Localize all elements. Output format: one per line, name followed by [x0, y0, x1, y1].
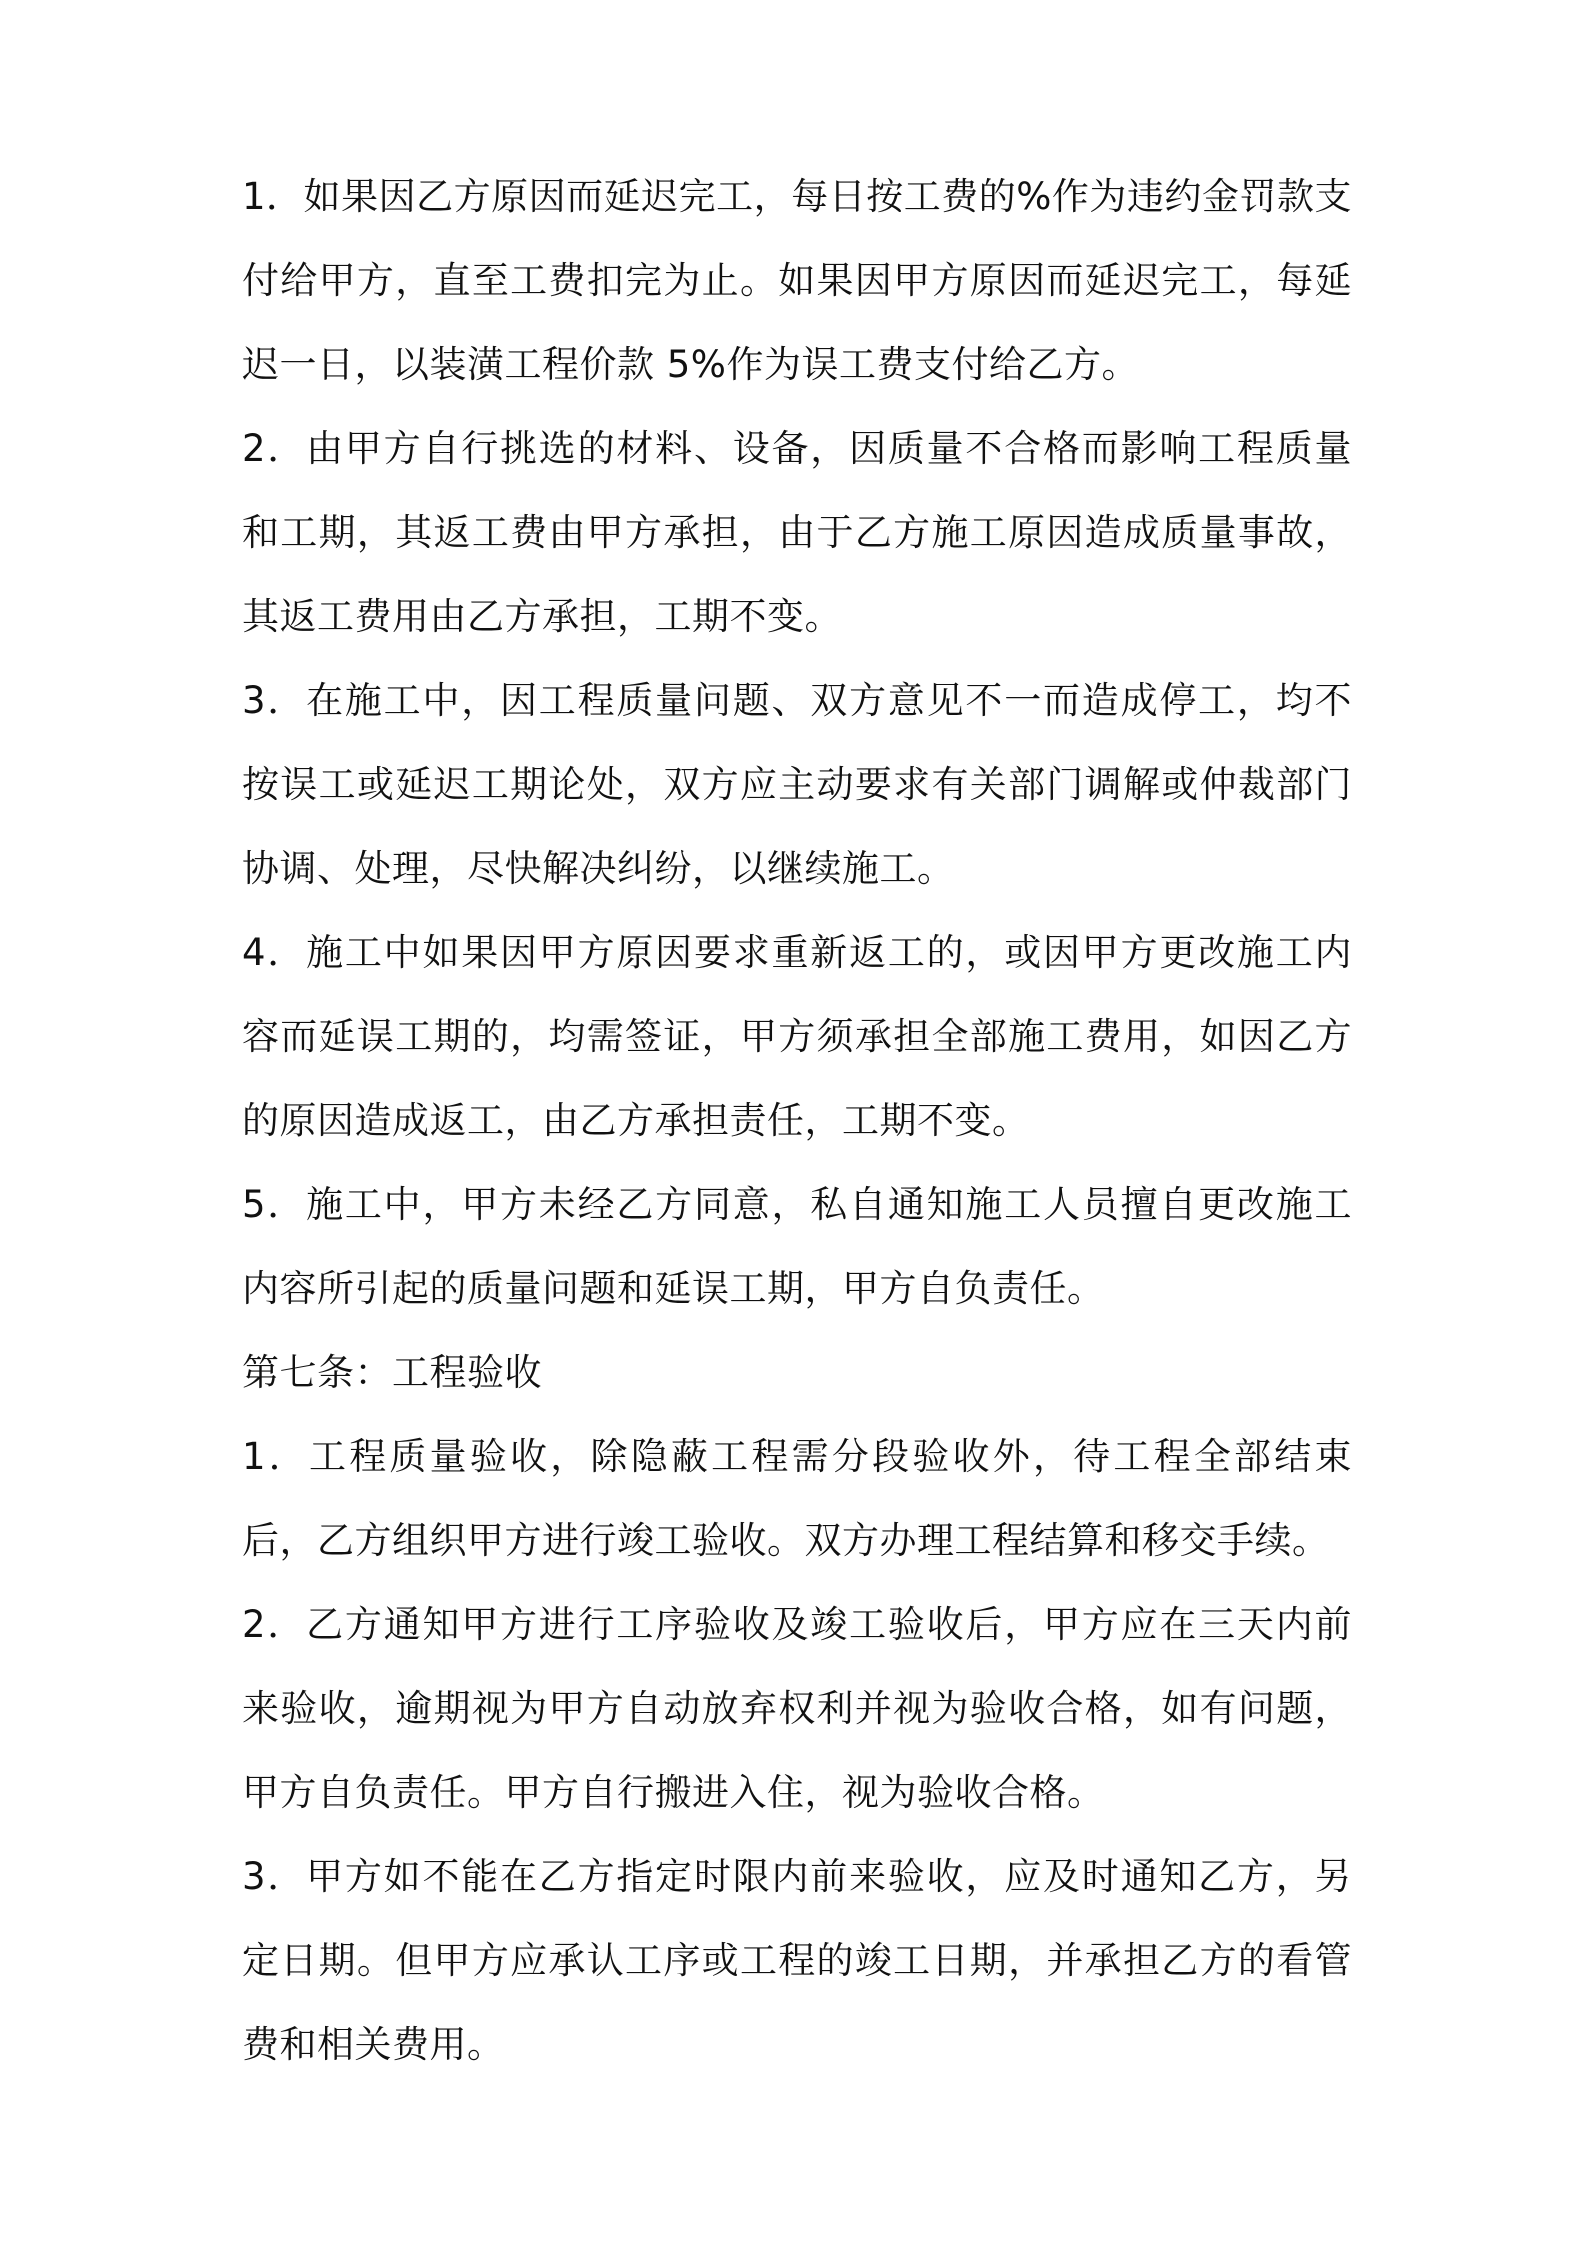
acceptance-paragraph: 2．乙方通知甲方进行工序验收及竣工验收后，甲方应在三天内前来验收，逾期视为甲方自动放弃权利并视为验收合格，如有问题，甲方自负责任。甲方自行搬进入住，视为验收合格。	[242, 1603, 1352, 1814]
acceptance-paragraph: 3．甲方如不能在乙方指定时限内前来验收，应及时通知乙方，另定日期。但甲方应承认工序或工程的竣工日期，并承担乙方的看管费和相关费用。	[242, 1855, 1352, 2066]
document-body	[242, 155, 1352, 2087]
clause-paragraph: 4．施工中如果因甲方原因要求重新返工的，或因甲方更改施工内容而延误工期的，均需签证，甲方须承担全部施工费用，如因乙方的原因造成返工，由乙方承担责任，工期不变。	[242, 931, 1352, 1142]
clause-paragraph: 1．如果因乙方原因而延迟完工，每日按工费的%作为违约金罚款支付给甲方，直至工费扣完为止。如果因甲方原因而延迟完工，每延迟一日，以装潢工程价款 5%作为误工费支付给乙方。	[242, 175, 1352, 386]
section-heading: 第七条：工程验收	[242, 1351, 542, 1394]
acceptance-paragraph: 1．工程质量验收，除隐蔽工程需分段验收外，待工程全部结束后，乙方组织甲方进行竣工验收。双方办理工程结算和移交手续。	[242, 1435, 1352, 1562]
clause-paragraph: 5．施工中，甲方未经乙方同意，私自通知施工人员擅自更改施工内容所引起的质量问题和延误工期，甲方自负责任。	[242, 1183, 1352, 1310]
clause-paragraph: 2．由甲方自行挑选的材料、设备，因质量不合格而影响工程质量和工期，其返工费由甲方承担，由于乙方施工原因造成质量事故，其返工费用由乙方承担，工期不变。	[242, 427, 1352, 638]
clause-paragraph: 3．在施工中，因工程质量问题、双方意见不一而造成停工，均不按误工或延迟工期论处，双方应主动要求有关部门调解或仲裁部门协调、处理，尽快解决纠纷，以继续施工。	[242, 679, 1352, 890]
